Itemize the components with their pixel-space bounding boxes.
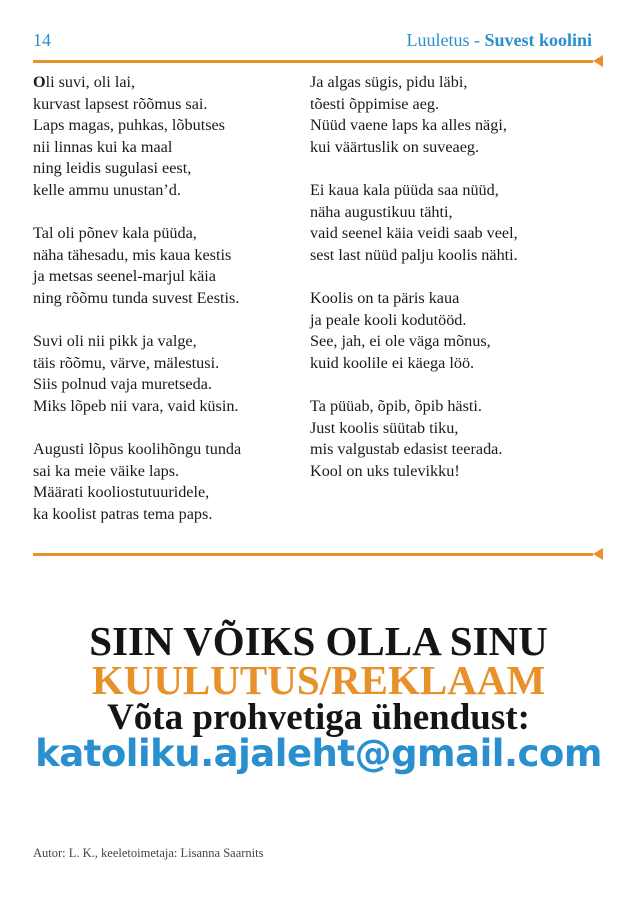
poem-line: Koolis on ta päris kaua bbox=[310, 288, 460, 307]
poem-line: ja peale kooli kodutööd. bbox=[310, 310, 467, 329]
poem-line: ja metsas seenel-marjul käia bbox=[33, 267, 216, 286]
poem-line: mis valgustab edasist teerada. bbox=[310, 440, 503, 459]
poem-line: Määrati kooliostutuuridele, bbox=[33, 483, 210, 502]
ad-subheadline: KUULUTUS/REKLAAM bbox=[91, 657, 546, 703]
ad-email-link[interactable]: katoliku.ajaleht@gmail.com bbox=[35, 732, 602, 775]
poem-line: Ta püüab, õpib, õpib hästi. bbox=[310, 396, 482, 415]
author-credit: Autor: L. K., keeletoimetaja: Lisanna Saarnits bbox=[33, 846, 264, 860]
poem-line: vaid seenel käia veidi saab veel, bbox=[310, 224, 518, 243]
page-number: 14 bbox=[33, 30, 51, 50]
poem-line: Ja algas sügis, pidu läbi, bbox=[310, 73, 468, 91]
poem-line: Suvi oli nii pikk ja valge, bbox=[33, 332, 197, 351]
stanza bbox=[310, 288, 590, 374]
poem-line: ning rõõmu tunda suvest Eestis. bbox=[33, 288, 240, 307]
ad-headline: SIIN VÕIKS OLLA SINU bbox=[89, 618, 548, 664]
poem-line: täis rõõmu, värve, mälestusi. bbox=[33, 353, 220, 372]
poem-line: sest last nüüd palju koolis nähti. bbox=[310, 245, 518, 264]
poem-line: Just koolis süütab tiku, bbox=[310, 418, 459, 437]
page-header bbox=[33, 30, 592, 54]
poem-title: Suvest koolini bbox=[484, 30, 592, 50]
poem-right-column bbox=[310, 72, 590, 504]
poem-line: Miks lõpeb nii vara, vaid küsin. bbox=[33, 396, 239, 415]
poem-line: Oli suvi, oli lai, bbox=[33, 73, 136, 91]
section-label: Luuletus - bbox=[406, 30, 485, 50]
poem-line: kui väärtuslik on suveaeg. bbox=[310, 137, 480, 156]
poem-line: Augusti lõpus koolihõngu tunda bbox=[33, 440, 242, 459]
poem-left-column bbox=[33, 72, 298, 547]
poem-line: ka koolist patras tema paps. bbox=[33, 504, 213, 523]
poem-line: näha tähesadu, mis kaua kestis bbox=[33, 245, 232, 264]
poem-line: Nüüd vaene laps ka alles nägi, bbox=[310, 116, 507, 135]
poem-line: näha augustikuu tähti, bbox=[310, 202, 453, 221]
poem-line: Laps magas, puhkas, lõbutses bbox=[33, 116, 225, 135]
poem-line: sai ka meie väike laps. bbox=[33, 461, 180, 480]
bottom-divider bbox=[33, 553, 593, 556]
stanza bbox=[310, 72, 590, 158]
poem-line: Ei kaua kala püüda saa nüüd, bbox=[310, 180, 499, 199]
poem-line: Tal oli põnev kala püüda, bbox=[33, 224, 197, 243]
poem-line: kuid koolile ei käega löö. bbox=[310, 353, 475, 372]
stanza bbox=[310, 180, 590, 266]
stanza bbox=[33, 439, 298, 525]
stanza bbox=[310, 396, 590, 482]
stanza bbox=[33, 331, 298, 417]
divider-arrow-icon bbox=[593, 548, 603, 560]
top-divider bbox=[33, 60, 593, 63]
stanza bbox=[33, 72, 298, 202]
poem-line: Kool on uks tulevikku! bbox=[310, 461, 460, 480]
divider-arrow-icon bbox=[593, 55, 603, 67]
header-title bbox=[406, 30, 592, 51]
poem-line: kurvast lapsest rõõmus sai. bbox=[33, 94, 208, 113]
ad-contact-prompt: Võta prohvetiga ühendust: bbox=[107, 697, 530, 738]
poem-line: Siis polnud vaja muretseda. bbox=[33, 375, 212, 394]
poem-line: tõesti õppimise aeg. bbox=[310, 94, 440, 113]
poem-line: See, jah, ei ole väga mõnus, bbox=[310, 332, 491, 351]
stanza bbox=[33, 223, 298, 309]
poem-line: ning leidis sugulasi eest, bbox=[33, 159, 192, 178]
poem-line: kelle ammu unustan’d. bbox=[33, 180, 181, 199]
poem-line: nii linnas kui ka maal bbox=[33, 137, 173, 156]
